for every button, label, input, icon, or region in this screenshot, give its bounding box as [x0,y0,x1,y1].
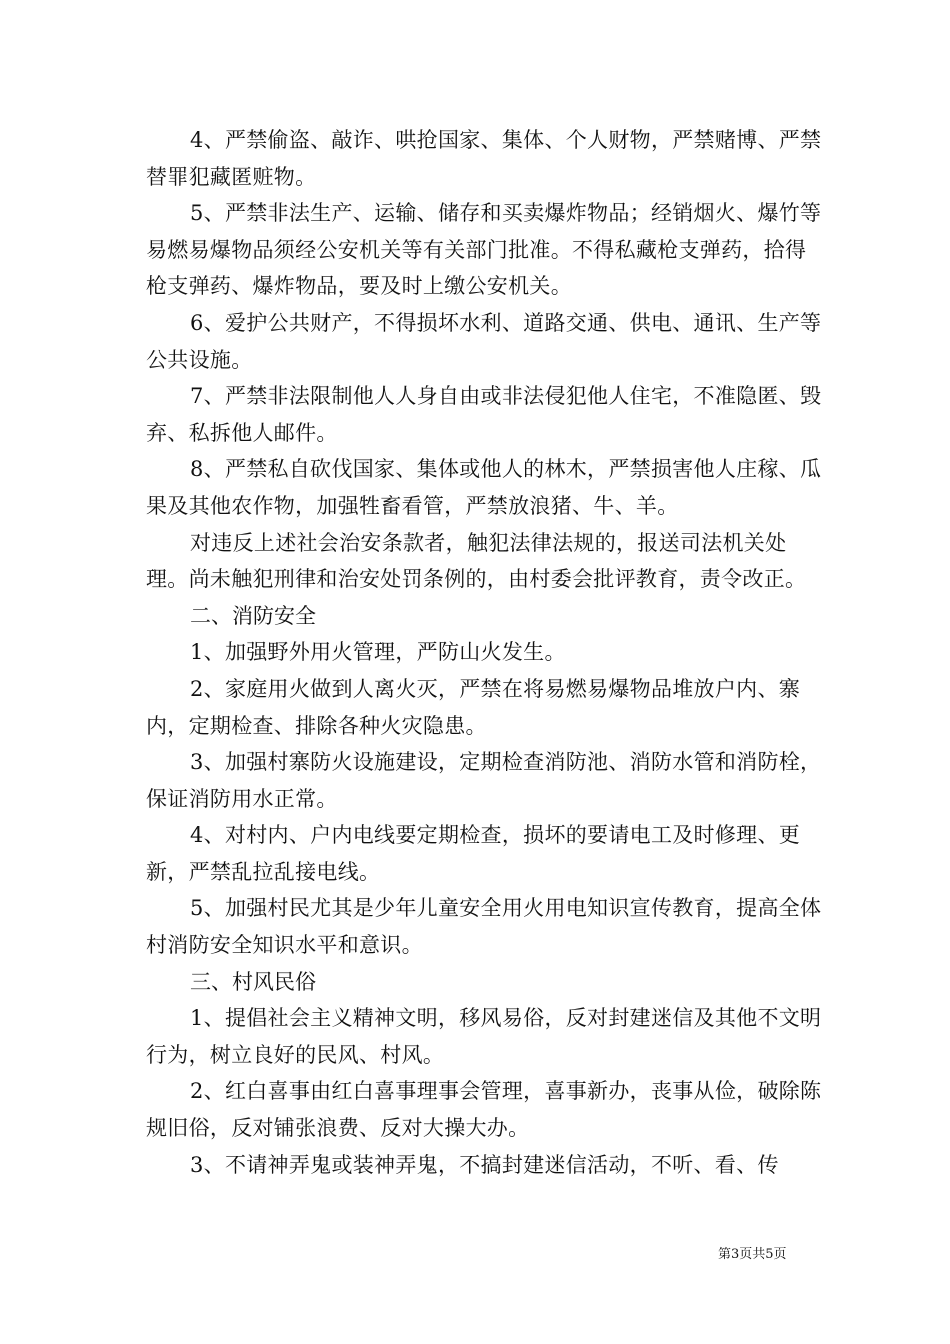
paragraph: 8、严禁私自砍伐国家、集体或他人的林木，严禁损害他人庄稼、瓜果及其他农作物，加强牲畜看管，严禁放浪猪、牛、羊。 [146,457,822,518]
paragraph: 1、提倡社会主义精神文明，移风易俗，反对封建迷信及其他不文明行为，树立良好的民风、村风。 [146,1006,822,1067]
paragraph: 4、严禁偷盗、敲诈、哄抢国家、集体、个人财物，严禁赌博、严禁替罪犯藏匿赃物。 [146,128,822,189]
paragraph: 3、加强村寨防火设施建设，定期检查消防池、消防水管和消防栓，保证消防用水正常。 [146,750,822,811]
paragraph: 5、加强村民尤其是少年儿童安全用火用电知识宣传教育，提高全体村消防安全知识水平和意识。 [146,896,822,958]
document-body [146,122,824,1183]
paragraph: 3、不请神弄鬼或装神弄鬼，不搞封建迷信活动，不听、看、传 [190,1152,779,1177]
paragraph: 6、爱护公共财产，不得损坏水利、道路交通、供电、通讯、生产等公共设施。 [146,310,822,372]
section-heading-fire-safety: 二、消防安全 [190,603,316,628]
page-number-footer: 第3页共5页 [718,1247,787,1262]
paragraph: 对违反上述社会治安条款者，触犯法律法规的，报送司法机关处理。尚未触犯刑律和治安处罚条例的，由村委会批评教育，责令改正。 [146,530,807,592]
paragraph: 7、严禁非法限制他人人身自由或非法侵犯他人住宅，不准隐匿、毁弃、私拆他人邮件。 [146,384,822,445]
paragraph: 2、家庭用火做到人离火灭，严禁在将易燃易爆物品堆放户内、寨内，定期检查、排除各种火灾隐患。 [146,676,801,738]
section-heading-village-customs: 三、村风民俗 [190,969,316,994]
paragraph: 1、加强野外用火管理，严防山火发生。 [190,640,566,665]
paragraph: 5、严禁非法生产、运输、储存和买卖爆炸物品；经销烟火、爆竹等易燃易爆物品须经公安机关等有关部门批准。不得私藏枪支弹药，拾得枪支弹药、爆炸物品，要及时上缴公安机关。 [146,201,822,299]
paragraph: 2、红白喜事由红白喜事理事会管理，喜事新办，丧事从俭，破除陈规旧俗，反对铺张浪费、反对大操大办。 [146,1079,822,1141]
paragraph: 4、对村内、户内电线要定期检查，损坏的要请电工及时修理、更新，严禁乱拉乱接电线。 [146,823,801,884]
